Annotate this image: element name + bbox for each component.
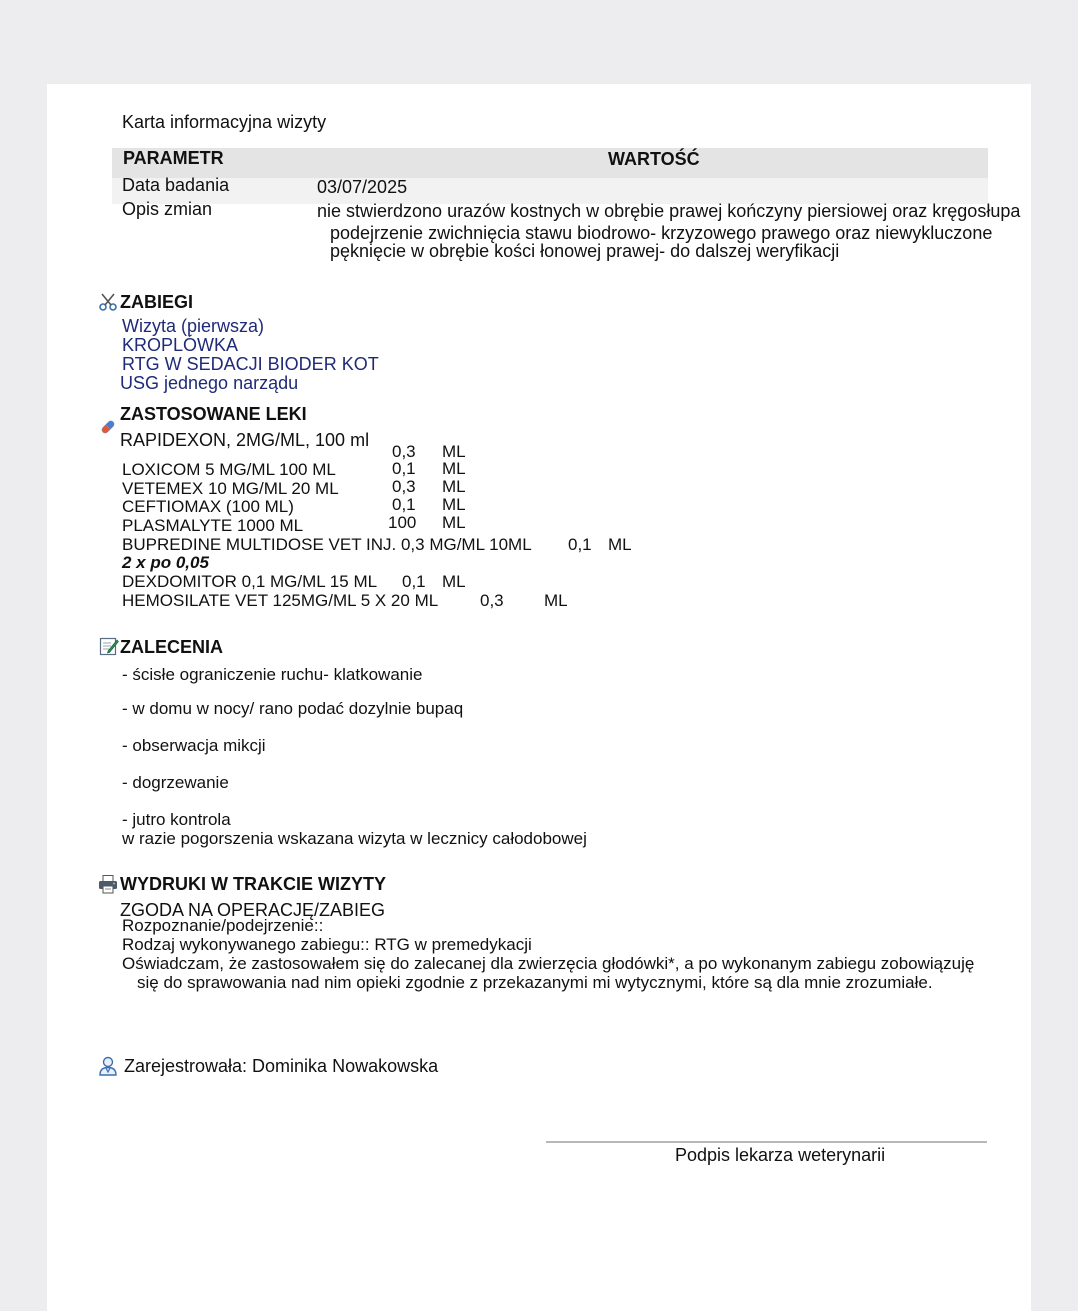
signature-label: Podpis lekarza weterynarii bbox=[675, 1145, 886, 1165]
signature-line bbox=[546, 1141, 987, 1143]
printouts-heading: WYDRUKI W TRAKCIE WIZYTY bbox=[120, 874, 386, 894]
medication-dose: 0,1 bbox=[392, 495, 416, 514]
medications-heading: ZASTOSOWANE LEKI bbox=[120, 404, 307, 424]
recommendations-heading: ZALECENIA bbox=[120, 637, 223, 657]
printer-icon bbox=[98, 874, 118, 894]
medication-dose: 0,3 bbox=[392, 477, 416, 496]
medication-dose: 0,3 bbox=[480, 591, 504, 610]
edit-note-icon bbox=[99, 636, 119, 656]
consent-statement-line-2: się do sprawowania nad nim opieki zgodnie z przekazanymi mi wytycznymi, które są dla mnie zrozumiałe. bbox=[137, 973, 933, 992]
recommendation-item: w razie pogorszenia wskazana wizyta w lecznicy całodobowej bbox=[122, 829, 587, 848]
document-title: Karta informacyjna wizyty bbox=[122, 112, 327, 132]
column-header-parametr: PARAMETR bbox=[123, 148, 224, 168]
recommendation-item: - obserwacja mikcji bbox=[122, 736, 266, 755]
user-icon bbox=[98, 1055, 118, 1077]
medication-dose: 0,1 bbox=[568, 535, 592, 554]
medication-dose: 0,1 bbox=[402, 572, 426, 591]
recommendation-item: - jutro kontrola bbox=[122, 810, 231, 829]
desc-line-2: podejrzenie zwichnięcia stawu biodrowo- krzyzowego prawego oraz niewykluczone bbox=[330, 223, 993, 243]
medication-dose: 100 bbox=[388, 513, 417, 532]
medication-name: LOXICOM 5 MG/ML 100 ML bbox=[122, 460, 336, 479]
medication-name: BUPREDINE MULTIDOSE VET INJ. 0,3 MG/ML 10ML bbox=[122, 535, 532, 554]
diagnosis-label: Rozpoznanie/podejrzenie:: bbox=[122, 916, 324, 935]
consent-form-title: ZGODA NA OPERACJĘ/ZABIEG bbox=[120, 900, 386, 920]
procedure-type-line: Rodzaj wykonywanego zabiegu:: RTG w premedykacji bbox=[122, 935, 532, 954]
medication-name: DEXDOMITOR 0,1 MG/ML 15 ML bbox=[122, 572, 378, 591]
medication-name: CEFTIOMAX (100 ML) bbox=[122, 497, 294, 516]
table-header bbox=[112, 148, 988, 178]
medication-unit: ML bbox=[442, 513, 466, 532]
medication-dose: 0,3 bbox=[392, 442, 416, 461]
medication-unit: ML bbox=[544, 591, 568, 610]
medication-name: HEMOSILATE VET 125MG/ML 5 X 20 ML bbox=[122, 591, 439, 610]
medication-note: 2 x po 0,05 bbox=[122, 553, 209, 572]
pill-icon bbox=[99, 418, 117, 436]
medication-unit: ML bbox=[608, 535, 632, 554]
medication-dose: 0,1 bbox=[392, 459, 416, 478]
date-value: 03/07/2025 bbox=[317, 177, 408, 197]
procedure-item: KROPLÓWKA bbox=[122, 335, 239, 355]
procedures-heading: ZABIEGI bbox=[120, 292, 194, 312]
medication-unit: ML bbox=[442, 477, 466, 496]
scissors-icon bbox=[98, 292, 118, 312]
medication-unit: ML bbox=[442, 495, 466, 514]
column-header-wartosc: WARTOŚĆ bbox=[608, 149, 700, 169]
desc-label: Opis zmian bbox=[122, 199, 213, 219]
medication-unit: ML bbox=[442, 442, 466, 461]
date-label: Data badania bbox=[122, 175, 230, 195]
recommendation-item: - ścisłe ograniczenie ruchu- klatkowanie bbox=[122, 665, 423, 684]
medication-name: VETEMEX 10 MG/ML 20 ML bbox=[122, 479, 339, 498]
medication-unit: ML bbox=[442, 572, 466, 591]
procedure-item: Wizyta (pierwsza) bbox=[122, 316, 265, 336]
desc-line-3: pęknięcie w obrębie kości łonowej prawej- do dalszej weryfikacji bbox=[330, 241, 840, 261]
procedure-item: USG jednego narządu bbox=[120, 373, 299, 393]
recommendation-item: - w domu w nocy/ rano podać dozylnie bupaq bbox=[122, 699, 464, 718]
consent-statement-line-1: Oświadczam, że zastosowałem się do zalecanej dla zwierzęcia głodówki*, a po wykonanym zabiegu zobowiązuję bbox=[122, 954, 975, 973]
document-page bbox=[47, 84, 1031, 1311]
medication-unit: ML bbox=[442, 459, 466, 478]
medication-name: PLASMALYTE 1000 ML bbox=[122, 516, 304, 535]
registered-by: Zarejestrowała: Dominika Nowakowska bbox=[124, 1056, 439, 1076]
recommendation-item: - dogrzewanie bbox=[122, 773, 229, 792]
desc-line-1: nie stwierdzono urazów kostnych w obrębie prawej kończyny piersiowej oraz kręgosłupa bbox=[317, 201, 1021, 221]
medication-name: RAPIDEXON, 2MG/ML, 100 ml bbox=[120, 430, 370, 450]
procedure-item: RTG W SEDACJI BIODER KOT bbox=[122, 354, 379, 374]
